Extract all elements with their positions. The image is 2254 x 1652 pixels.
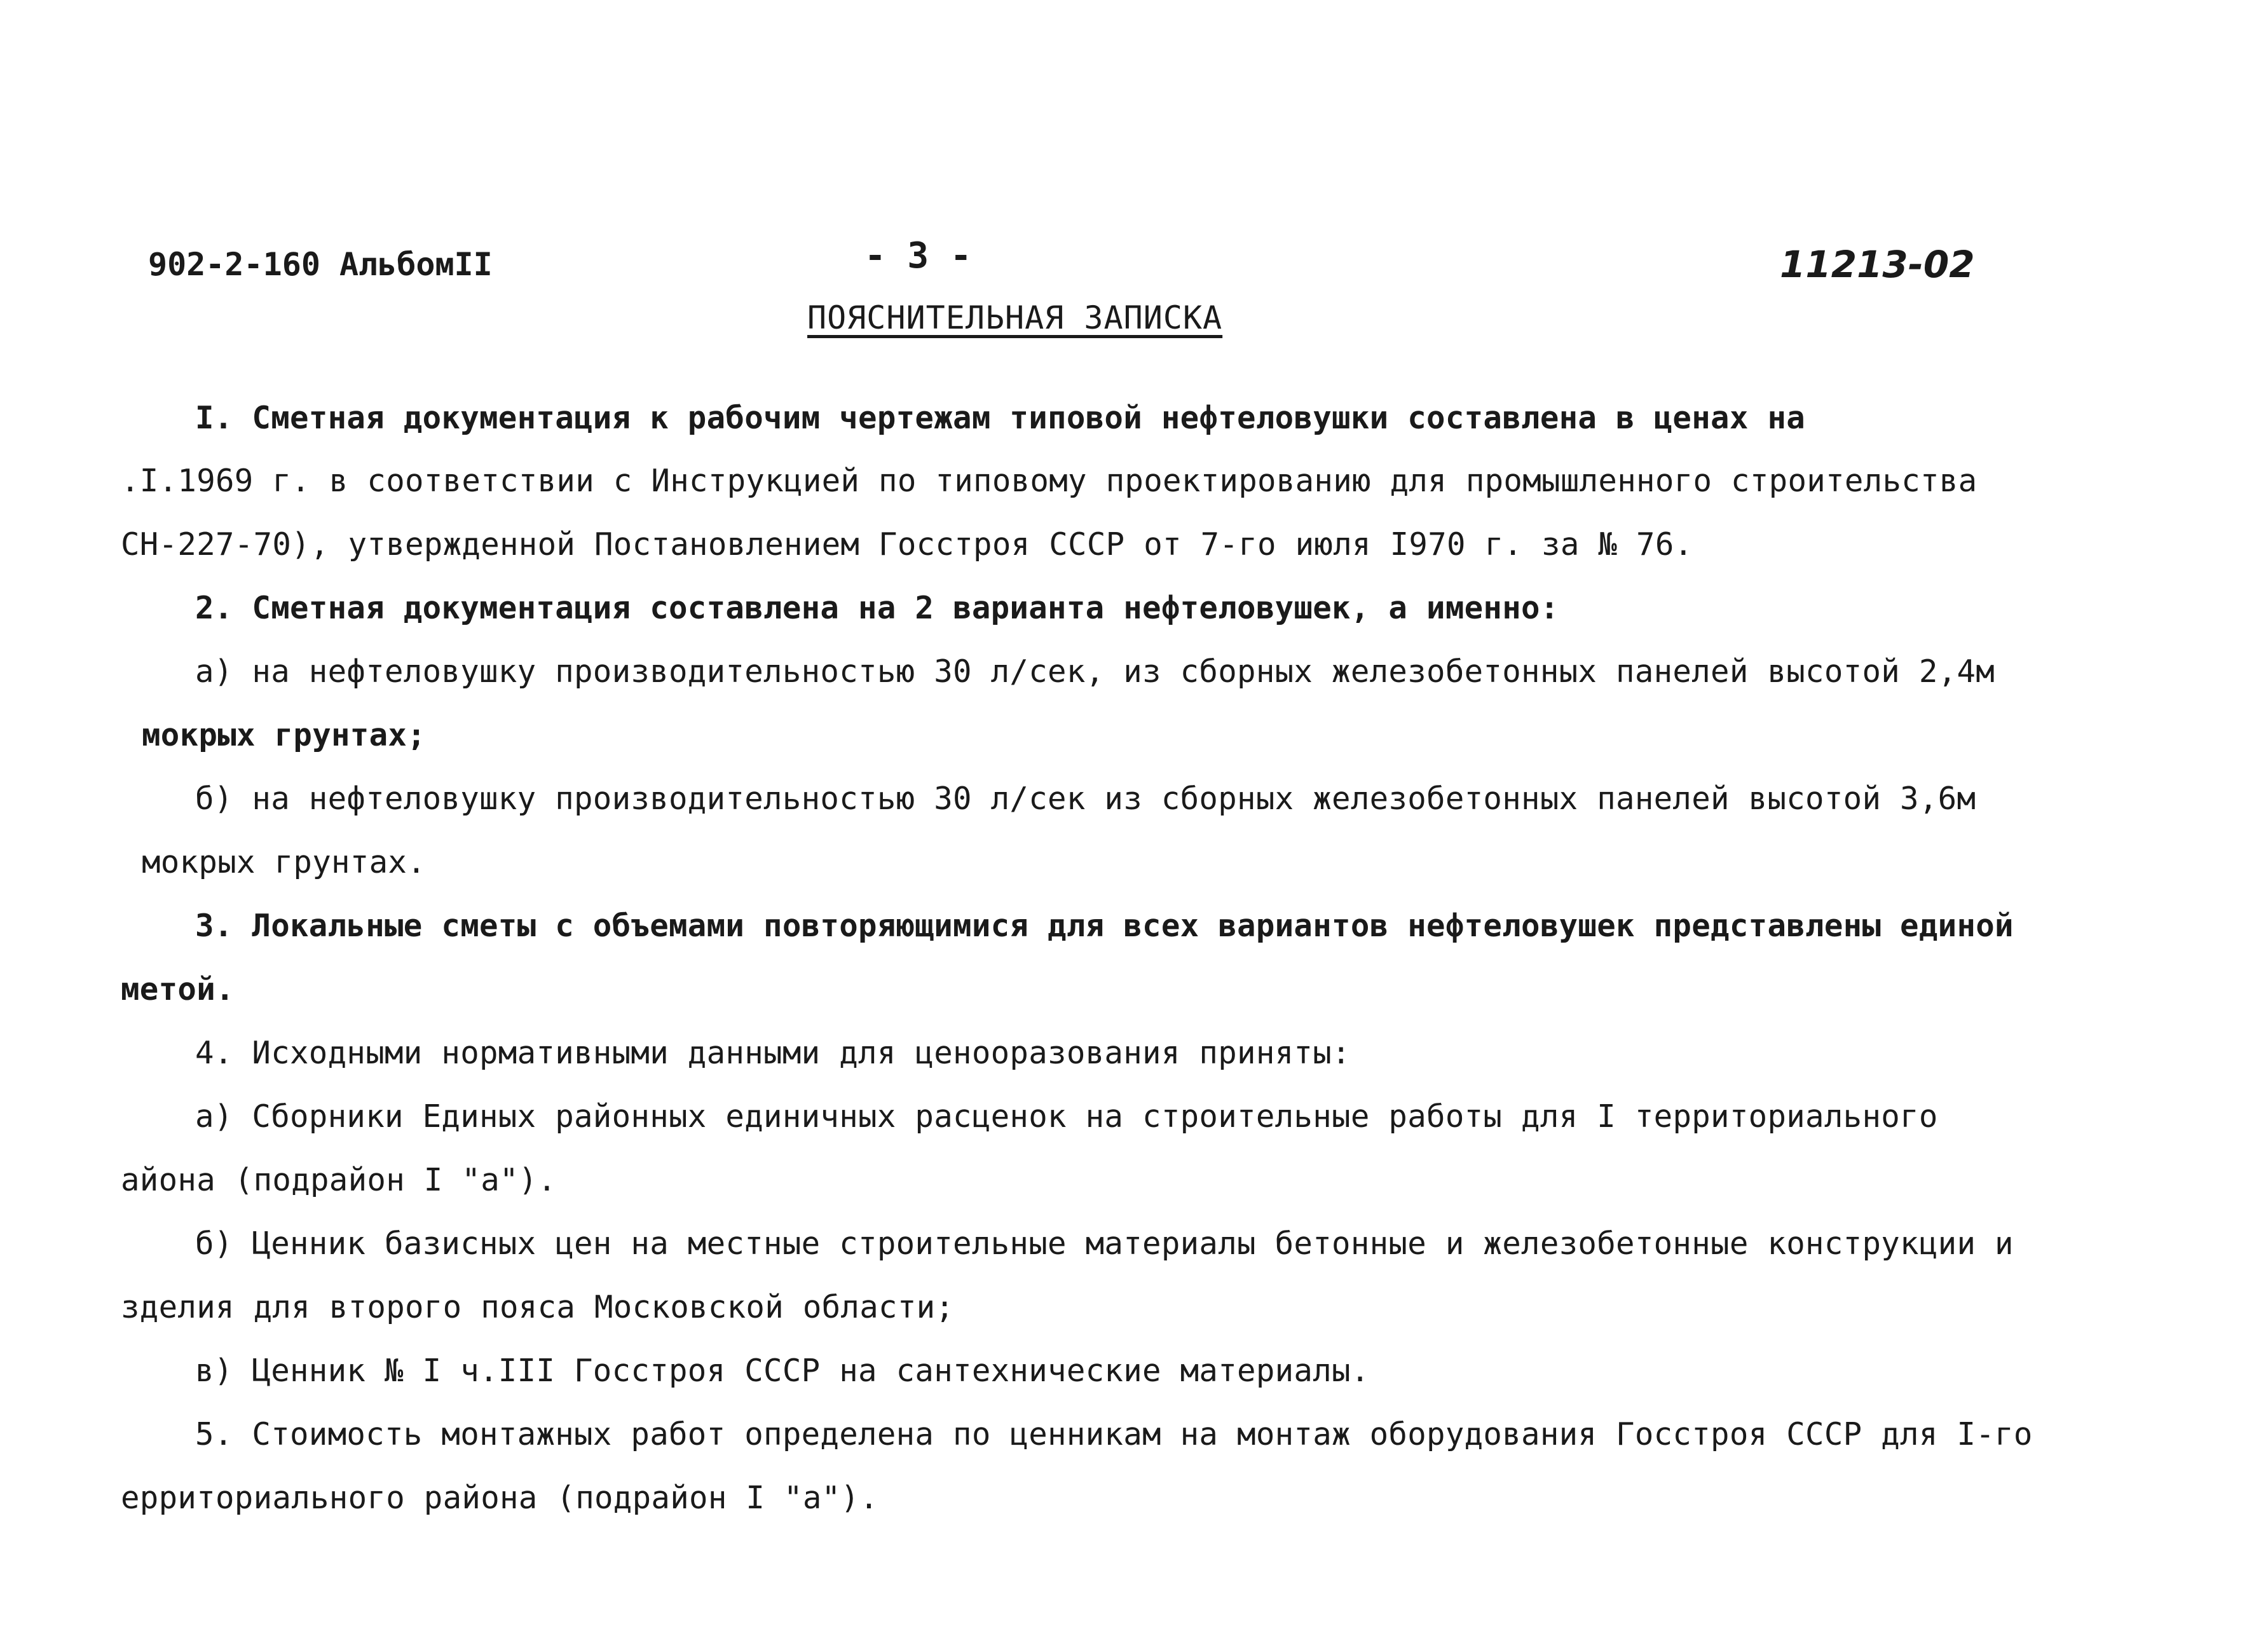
paragraph-5-line-1: 5. Стоимость монтажных работ определена по ценникам на монтаж оборудования Госстроя СССР для I-го bbox=[195, 1416, 2033, 1452]
doc-code: 902-2-160 bbox=[148, 246, 320, 283]
paragraph-3-line-1: 3. Локальные сметы с объемами повторяющимися для всех вариантов нефтеловушек представлены единой bbox=[195, 908, 2014, 944]
paragraph-1-line-1: I. Сметная документация к рабочим чертежам типовой нефтеловушки составлена в ценах на bbox=[195, 400, 1806, 436]
paragraph-4a-line-1: а) Сборники Единых районных единичных расценок на строительные работы для I территориального bbox=[195, 1098, 1938, 1135]
paragraph-4b-line-2: зделия для второго пояса Московской области; bbox=[121, 1289, 955, 1325]
page-number: - 3 - bbox=[864, 235, 972, 276]
paragraph-1-line-2: .I.1969 г. в соответствии с Инструкцией по типовому проектированию для промышленного строительства bbox=[121, 463, 1977, 499]
page-title: ПОЯСНИТЕЛЬНАЯ ЗАПИСКА bbox=[807, 299, 1223, 336]
paragraph-4-line-1: 4. Исходными нормативными данными для ценооразования приняты: bbox=[195, 1035, 1351, 1071]
paragraph-1-line-3: СН-227-70), утвержденной Постановлением Госстроя СССР от 7-го июля I970 г. за № 76. bbox=[121, 526, 1693, 563]
paragraph-2b-line-1: б) на нефтеловушку производительностью 30 л/сек из сборных железобетонных панелей высотой 3,6м bbox=[195, 781, 1976, 817]
paragraph-4c-line-1: в) Ценник № I ч.III Госстроя СССР на сантехнические материалы. bbox=[195, 1353, 1370, 1389]
album-label: АльбомII bbox=[339, 246, 493, 283]
paragraph-4a-line-2: айона (подрайон I "а"). bbox=[121, 1162, 557, 1198]
paragraph-2a-line-2: мокрых грунтах; bbox=[142, 717, 427, 753]
document-header-left bbox=[148, 245, 493, 283]
paragraph-2-line-1: 2. Сметная документация составлена на 2 варианта нефтеловушек, а именно: bbox=[195, 590, 1559, 626]
paragraph-5-line-2: ерриториального района (подрайон I "а"). bbox=[121, 1480, 879, 1516]
sheet-code: 11213-02 bbox=[1780, 243, 1975, 286]
paragraph-2a-line-1: а) на нефтеловушку производительностью 30 л/сек, из сборных железобетонных панелей высотой 2,4м bbox=[195, 653, 1995, 690]
paragraph-2b-line-2: мокрых грунтах. bbox=[142, 844, 427, 880]
paragraph-3-line-2: метой. bbox=[121, 971, 235, 1007]
paragraph-4b-line-1: б) Ценник базисных цен на местные строительные материалы бетонные и железобетонные конструкции и bbox=[195, 1225, 2014, 1262]
